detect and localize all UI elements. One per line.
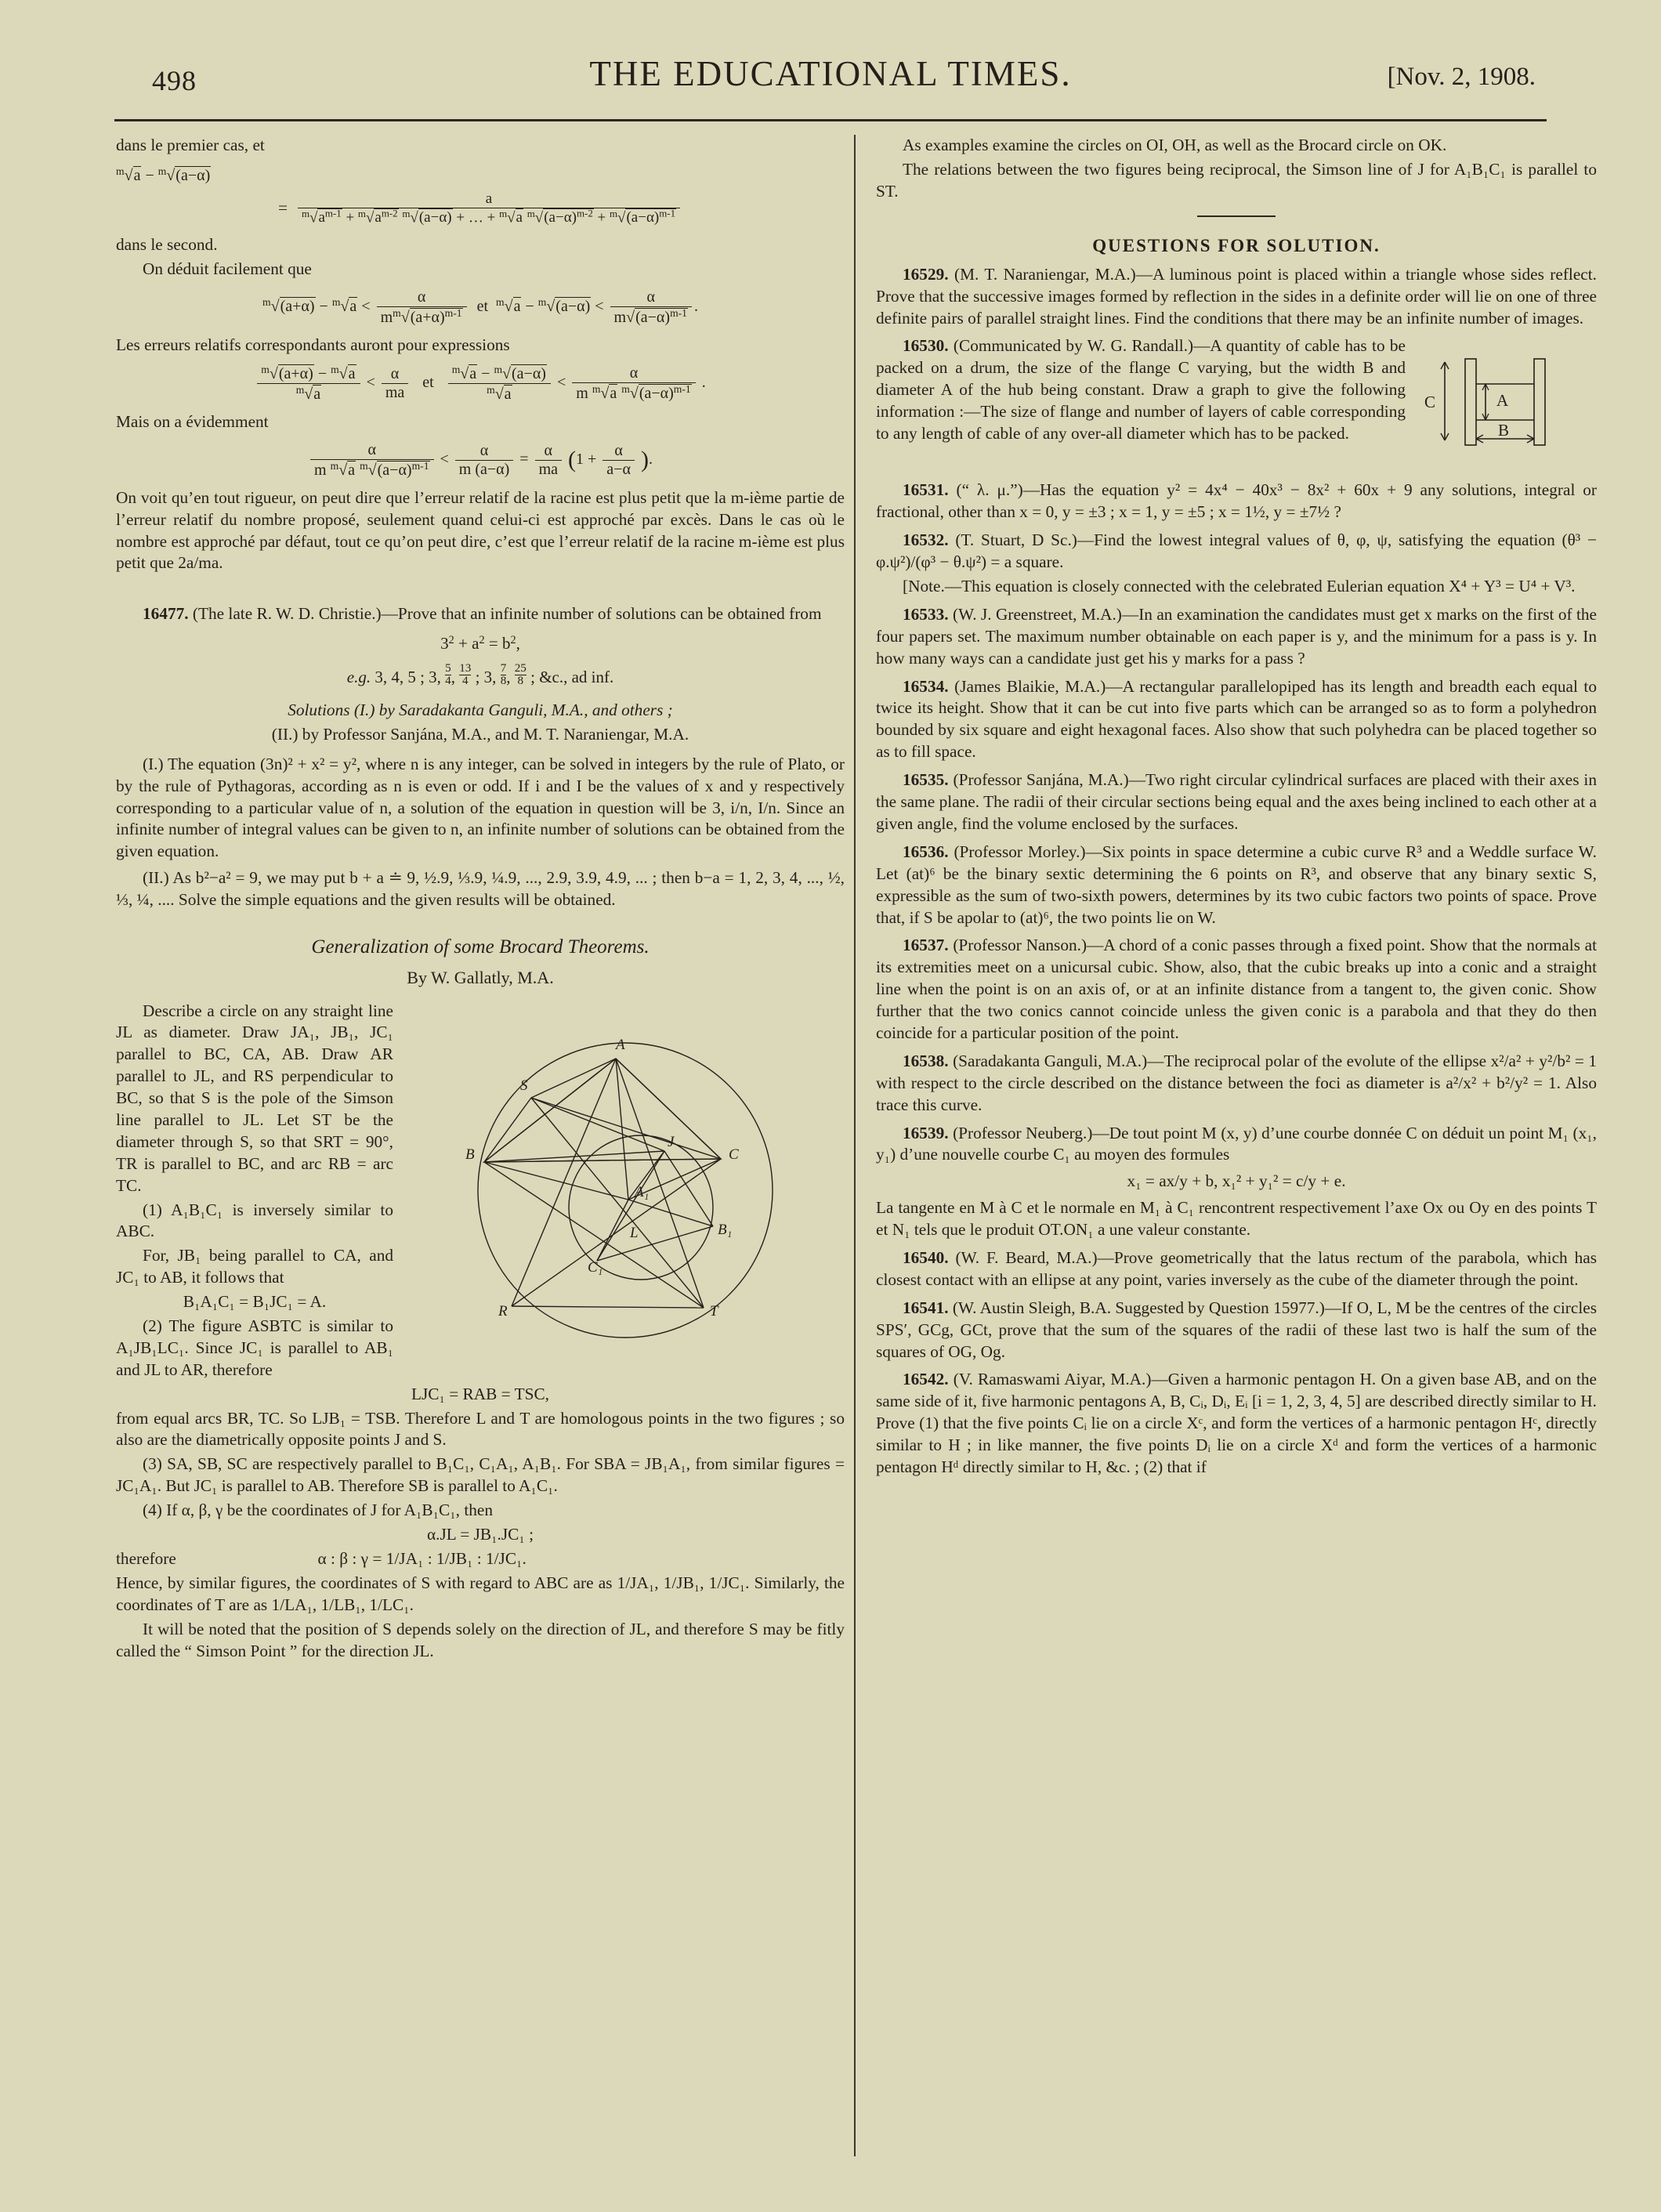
article-byline: By W. Gallatly, M.A. <box>407 967 554 987</box>
solution-I: (I.) The equation (3n)² + x² = y², where n is any integer, can be solved in integers by the rule of Plato, or by the rule of Pythagoras, according as n is even or odd. If i and I be the values of x and y respectively corresponding to a particular value of n, a solution of the equation in question will be 3, i/n, I/n. Since an infinite number of integral values can be given to n, an infinite number of solutions can be obtained from the given equation. <box>116 754 845 861</box>
article-paragraph-2: (1) A₁B₁C₁ is inversely similar to ABC. <box>116 1200 393 1241</box>
question-number: 16542. <box>903 1370 949 1389</box>
question-text: (James Blaikie, M.A.)—A rectangular parallelopiped has its length and breadth each equal to twice its height. Show that it can be cut into five parts which can be arranged so as to form a polyhedron bounded by six square and eight hexagonal faces. Also show that such polyhedra can be placed together so as to fill space. <box>876 676 1597 762</box>
formula-numerator: a <box>485 190 493 207</box>
article-formula-4: α : β : γ = 1/JA₁ : 1/JB₁ : 1/JC₁. <box>317 1548 527 1568</box>
formula-evidently: $\frac{\alpha}{m ^m√a ^m√(a-\alpha)^{m-1}}$ < $\frac{\alpha}{m (a-\alpha)}$ = $\frac{\alpha}{ma}$ (1 + $\frac{\alpha}{a-\alpha}$ ). <box>116 441 845 480</box>
question-text: (Professor Sanjána, M.A.)—Two right circular cylindrical surfaces are placed with their axes in the same plane. The radii of their circular sections being equal and the axes being inclined to each other at a given angle, find the volume enclosed by the surfaces. <box>876 770 1598 833</box>
formula-lhs: $^m$√a − $^m$√(a−α) <box>116 165 211 184</box>
question-text: (W. Austin Sleigh, B.A. Suggested by Question 15977.)—If O, L, M be the centres of the circles SPS′, GCg, GCt, prove that the sum of the squares of the radii of these last two is half the sum of the squares of OG, Og. <box>876 1298 1598 1361</box>
question-number: 16540. <box>903 1247 949 1267</box>
question-item <box>876 1123 1597 1167</box>
formula-denominator: $^m√a^{m-1} + ^m√a^{m-2}$ $^m$√(a−α) + … + $^m$√a $^m√(a-\alpha)^{m-2} + ^m√(a-\alpha)^{m-1}$ <box>298 208 680 226</box>
solutions-line-1: Solutions (I.) by Saradakanta Ganguli, M.A., and others ; <box>288 700 673 719</box>
right-column <box>876 135 1597 1481</box>
section-rule <box>1197 215 1276 217</box>
paragraph: As examples examine the circles on OI, OH, as well as the Brocard circle on OK. <box>903 136 1447 154</box>
solution-II: (II.) As b²−a² = 9, we may put b + a ≐ 9, ½.9, ⅓.9, ¼.9, ..., 2.9, 3.9, 4.9, ... ; then b−a = 1, 2, 3, 4, ..., ½, ⅓, ¼, .... Solve the simple equations and the given results will be obtained. <box>116 868 845 910</box>
question-text: (Professor Neuberg.)—De tout point M (x, y) d’une courbe donnée C on déduit un point M₁ (x₁, y₁) d’une nouvelle courbe C₁ au moyen des formules <box>876 1123 1597 1164</box>
question-number: 16535. <box>903 770 949 790</box>
question-text: (Professor Nanson.)—A chord of a conic passes through a fixed point. Show that the normals at its extremities meet on a unicursal cubic. Show, also, that the cubic breaks up into a conic and a straight line when the point is on an axis of, or at an infinite distance from a tangent to, the given conic. Show further that the two conics cannot coincide unless the given conic is a parabola and that they do then coincide for a particular position of the point. <box>876 936 1598 1042</box>
question-item <box>876 264 1597 330</box>
paragraph: On déduit facilement que <box>143 259 312 278</box>
solutions-byline-2 <box>116 724 845 746</box>
header-rule <box>114 119 1547 121</box>
figure-label-J: J <box>668 1133 675 1150</box>
article-paragraph-1: Describe a circle on any straight line JL as diameter. Draw JA₁, JB₁, JC₁ parallel to BC, CA, AB. Draw AR parallel to JL, and RS perpendicular to BC, so that S is the pole of the Simson line parallel to JL. Let ST be the diameter through S, so that SRT = 90°, TR is parallel to BC, and arc RB = arc TC. <box>116 1001 393 1195</box>
question-number: 16533. <box>903 604 949 624</box>
figure-label-S: S <box>520 1077 528 1094</box>
article-formula-1: B₁A₁C₁ = B₁JC₁ = A. <box>183 1292 327 1312</box>
question-item <box>876 1051 1597 1117</box>
question-text: (Communicated by W. G. Randall.)—A quantity of cable has to be packed on a drum, the size of the flange C varying, but the width B and diameter A of the hub being constant. Draw a graph to give the following information :—The size of flange and number of layers of cable corresponding to any length of cable of any over-all diameter which has to be packed. <box>876 336 1406 443</box>
question-continuation: La tangente en M à C et le normale en M₁ à C₁ rencontrent respectivement l’axe Ox ou Oy en des points T et N₁ tels que le produit OT.ON₁ a une valeur constante. <box>876 1198 1597 1240</box>
paragraph: dans le second. <box>116 235 218 255</box>
formula-relative-errors: $\frac{^m√(a+\alpha) - ^m√a}{^m√a}$ < $\frac{\alpha}{ma}$ et $\frac{^m√a - ^m√(a-\alpha)}{^m√a}$ < $\frac{\alpha}{m ^m√a ^m√(a-\alpha)^{m-1}}$ . <box>116 364 845 404</box>
formula-continued-fraction: $^m$√a − $^m$√(a−α) = $\frac{a}{^m√a^{m-1} + ^m√a^{m-2} ^m√(a-\alpha) + \dots + ^m√a ^m√(a-\alpha)^{m-2} + ^m√(a-\alpha)^{m-1}}$ <box>116 165 845 226</box>
question-number: 16532. <box>903 530 949 550</box>
figure-label-B: B <box>465 1146 475 1163</box>
figure-label-A1: A₁ <box>635 1183 650 1200</box>
question-item <box>876 935 1597 1044</box>
journal-title: THE EDUCATIONAL TIMES. <box>589 54 1072 93</box>
section-heading: QUESTIONS FOR SOLUTION. <box>1092 235 1381 255</box>
figure-label-R: R <box>498 1302 508 1320</box>
article-formula-2: LJC₁ = RAB = TSC, <box>411 1384 550 1403</box>
article-paragraph-9: It will be noted that the position of S depends solely on the direction of JL, and therefore S may be fitly called the “ Simson Point ” for the direction JL. <box>116 1619 845 1660</box>
question-number: 16534. <box>903 676 949 696</box>
paragraph: On voit qu’en tout rigueur, on peut dire que l’erreur relatif de la racine est plus petit que la m-ième partie de l’erreur relatif du nombre proposé, seulement quand celui-ci est approché par excès. Dans le cas où le nombre est approché par défaut, tout ce qu’on peut dire, c’est que l’erreur relatif de la racine m-ième est plus petit que 2a/ma. <box>116 487 845 573</box>
left-column <box>116 135 845 1664</box>
therefore-word: therefore <box>116 1548 176 1568</box>
question-text: (Professor Morley.)—Six points in space determine a cubic curve R³ and a Weddle surface W. Let (at)⁶ be the binary sextic determining the 6 points on R³, and observe that any binary sextic S, expressible as the sum of two-sixth powers, determines by its two cubic factors two points of space. Prove that, if S be apolar to (at)⁶, the two points lie on W. <box>876 842 1597 927</box>
question-16477 <box>116 603 845 625</box>
article-paragraph-5: from equal arcs BR, TC. So LJB₁ = TSB. Therefore L and T are homologous points in the two figures ; so also are the diametrically opposite points J and S. <box>116 1408 845 1450</box>
question-number: 16541. <box>903 1298 949 1317</box>
brocard-figure <box>406 1002 845 1370</box>
question-item <box>876 480 1597 523</box>
question-text: (W. J. Greenstreet, M.A.)—In an examination the candidates must get x marks on the first of the four papers set. The maximum number obtainable on each paper is y, and the minimum for a pass is y. In how many ways can a candidate just get his y marks for a pass ? <box>876 604 1597 668</box>
question-number: 16536. <box>903 842 949 861</box>
page-number: 498 <box>152 65 197 96</box>
paragraph: Mais on a évidemment <box>116 412 269 432</box>
question-text: (M. T. Naraniengar, M.A.)—A luminous point is placed within a triangle whose sides reflect. Prove that the successive images formed by reflection in the sides in a definite order will lie on one of three definite pairs of parallel straight lines. Find the conditions that there may be an infinite number of images. <box>876 264 1597 328</box>
cable-drum-diagram <box>1417 338 1597 472</box>
formula-16477: $3^2 + a^2 = b^2$, <box>440 634 520 653</box>
question-number: 16538. <box>903 1051 949 1070</box>
question-number: 16529. <box>903 264 949 284</box>
drum-label-C: C <box>1424 393 1436 412</box>
column-divider <box>854 135 856 2156</box>
brocard-diagram <box>406 1002 845 1370</box>
figure-label-C1: C₁ <box>588 1258 603 1276</box>
question-item <box>876 1369 1597 1478</box>
question-text: (The late R. W. D. Christie.)—Prove that an infinite number of solutions can be obtained from <box>192 604 822 624</box>
solutions-byline-1 <box>116 700 845 722</box>
article-title: Generalization of some Brocard Theorems. <box>311 936 650 958</box>
question-formula: x₁ = ax/y + b, x₁² + y₁² = c/y + e. <box>1127 1171 1346 1191</box>
question-item <box>876 335 1597 473</box>
question-item <box>876 769 1597 835</box>
cable-drum-figure <box>1417 338 1597 472</box>
article-therefore-line <box>116 1548 845 1570</box>
question-item <box>876 842 1597 929</box>
drum-label-A: A <box>1496 391 1509 411</box>
article-paragraph-4: (2) The figure ASBTC is similar to A₁JB₁LC₁. Since JC₁ is parallel to AB₁ and JL to AR, therefore <box>116 1316 393 1379</box>
article-paragraph-8: Hence, by similar figures, the coordinates of S with regard to ABC are as 1/JA₁, 1/JB₁, 1/JC₁. Similarly, the coordinates of T are as 1/LA₁, 1/LB₁, 1/LC₁. <box>116 1573 845 1614</box>
question-number: 16537. <box>903 936 949 955</box>
page-header <box>118 53 1543 108</box>
question-number: 16531. <box>903 480 949 500</box>
question-item <box>876 1247 1597 1291</box>
question-number: 16530. <box>903 336 949 356</box>
paragraph: dans le premier cas, et <box>116 136 265 154</box>
drum-label-B: B <box>1498 421 1510 440</box>
formula-inequalities: $^m$√(a+α) − $^m$√a < $\frac{\alpha}{m^m√(a+\alpha)^{m-1}}$ et $^m$√a − $^m$√(a−α) < $\frac{\alpha}{m√(a-\alpha)^{m-1}}$ . <box>262 288 698 326</box>
question-text: (“ λ. μ.”)—Has the equation y² = 4x⁴ − 40x³ − 8x² + 60x + 9 any solutions, integral or fractional, other than x = 0, y = ±3 ; x = 1, y = ±5 ; x = 1½, y = ±7½ ? <box>876 480 1597 522</box>
figure-label-L: L <box>630 1224 639 1241</box>
question-note: [Note.—This equation is closely connected with the celebrated Eulerian equation X⁴ + Y³ = U⁴ + V³. <box>903 577 1576 596</box>
article-formula-3: α.JL = JB₁.JC₁ ; <box>426 1525 534 1544</box>
question-text: (Saradakanta Ganguli, M.A.)—The reciprocal polar of the evolute of the ellipse x²/a² + y²/b² = 1 with respect to the circle described on the distance between the foci as diameter is a²/x² + b²/y² = 1. Also trace this curve. <box>876 1051 1597 1114</box>
figure-label-C: C <box>729 1146 739 1163</box>
question-item <box>876 530 1597 574</box>
issue-date: [Nov. 2, 1908. <box>1387 63 1536 91</box>
figure-label-A: A <box>616 1036 625 1053</box>
paragraph: Les erreurs relatifs correspondants auront pour expressions <box>116 335 510 354</box>
question-number: 16539. <box>903 1123 949 1142</box>
article-paragraph-6: (3) SA, SB, SC are respectively parallel to B₁C₁, C₁A₁, A₁B₁. For SBA = JB₁A₁, from similar figures = JC₁A₁. But JC₁ is parallel to AB. Therefore SB is parallel to A₁C₁. <box>116 1454 845 1496</box>
question-text: (W. F. Beard, M.A.)—Prove geometrically that the latus rectum of the parabola, which has closest contact with an ellipse at any point, varies inversely as the cube of the diameter through the point. <box>876 1247 1598 1289</box>
article-paragraph-7: (4) If α, β, γ be the coordinates of J for A₁B₁C₁, then <box>143 1501 493 1520</box>
paragraph: The relations between the two figures being reciprocal, the Simson line of J for A₁B₁C₁ is parallel to ST. <box>876 159 1597 201</box>
question-text: (V. Ramaswami Aiyar, M.A.)—Given a harmonic pentagon H. On a given base AB, and on the same side of it, five harmonic pentagons A, B, Cᵢ, Dᵢ, Eᵢ [i = 1, 2, 3, 4, 5] are described directly similar to H. Prove (1) that the five points Cᵢ lie on a circle Xᶜ, and form the vertices of a harmonic pentagon Hᶜ, directly similar to H ; in like manner, the five points Dᵢ lie on a circle Xᵈ and form the vertices of a harmonic pentagon Hᵈ directly similar to H, &c. ; (2) that if <box>876 1370 1597 1476</box>
question-item <box>876 676 1597 764</box>
article-paragraph-3: For, JB₁ being parallel to CA, and JC₁ to AB, it follows that <box>116 1246 393 1287</box>
question-item <box>876 1298 1597 1363</box>
question-item <box>876 604 1597 670</box>
figure-label-B1: B₁ <box>718 1221 733 1238</box>
figure-label-T: T <box>710 1302 718 1320</box>
solutions-line-2: (II.) by Professor Sanjána, M.A., and M. T. Naraniengar, M.A. <box>271 724 689 744</box>
question-text: (T. Stuart, D Sc.)—Find the lowest integral values of θ, φ, ψ, satisfying the equation (θ³ − φ.ψ²)/(φ³ − θ.ψ²) = a square. <box>876 530 1597 572</box>
formula-16477-examples: e.g. 3, 4, 5 ; 3, $\frac{5}{4}$ , $\frac{13}{4}$ ; 3, $\frac{7}{8}$ , $\frac{25}{8}$ ; &c., ad inf. <box>346 662 614 688</box>
question-number: 16477. <box>143 604 189 624</box>
